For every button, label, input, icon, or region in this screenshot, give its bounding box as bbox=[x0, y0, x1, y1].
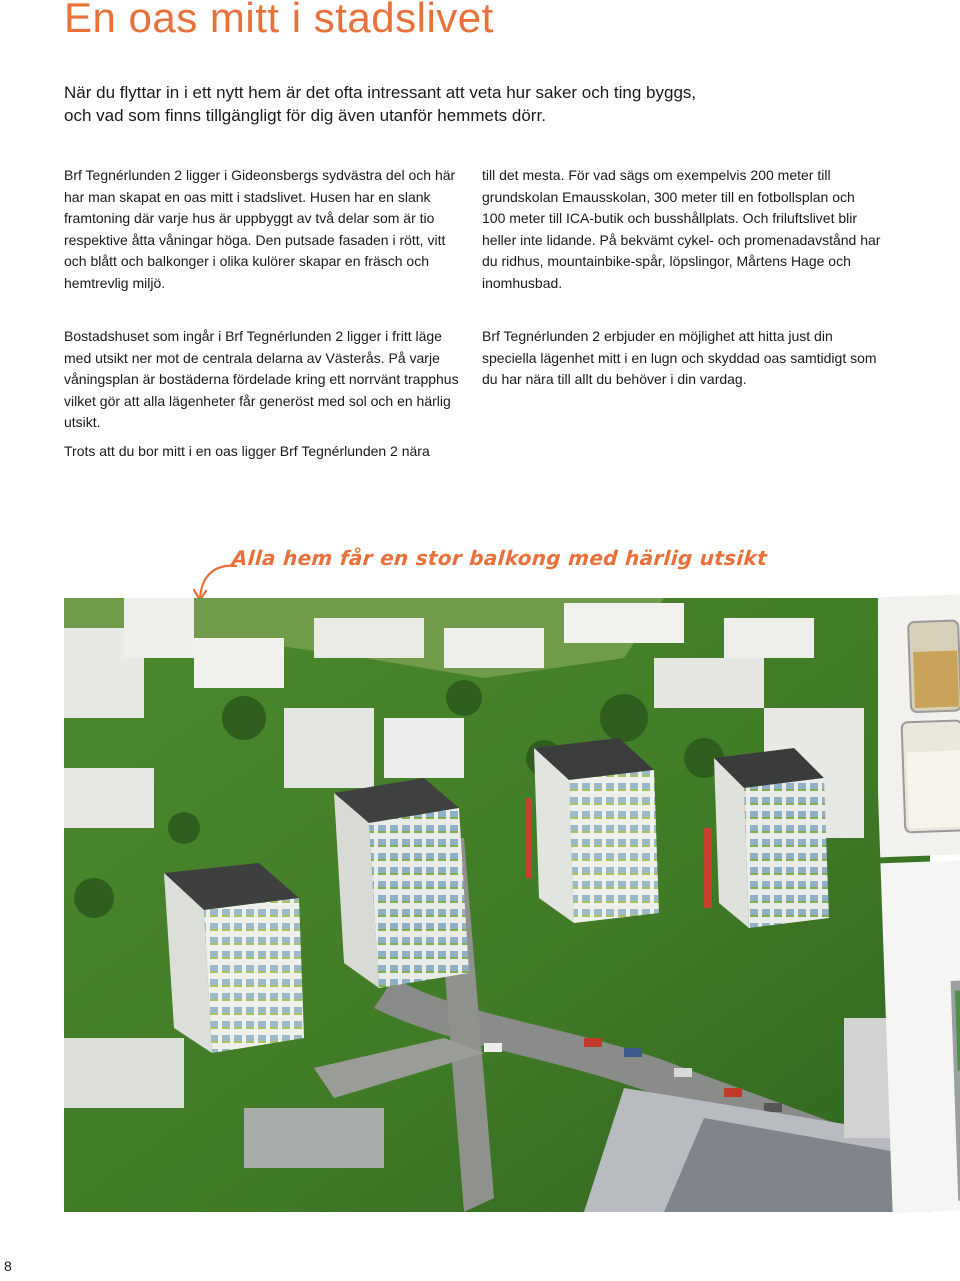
column-2-paragraph: till det mesta. För vad sägs om exempelvis 200 meter till grundskolan Emausskolan, 300 meter till en fotbollsplan och 100 meter till ICA-butik och busshållplats. Och friluftslivet blir heller inte lidande. På bekvämt cykel- och promenadavstånd har du ridhus, mountainbike-spår, löpslingor, Mårtens Hage och inomhusbad. bbox=[482, 167, 881, 291]
page-title: En oas mitt i stadslivet bbox=[64, 0, 494, 41]
intro-paragraph: När du flyttar in i ett nytt hem är det ofta intressant att veta hur saker och ting byggs, och vad som finns tillgängligt för dig även utanför hemmets dörr. bbox=[64, 83, 697, 125]
column-3-paragraph-2: Trots att du bor mitt i en oas ligger Brf Tegnérlunden 2 nära bbox=[64, 442, 430, 459]
text-column-1 bbox=[64, 165, 464, 301]
image-caption: Alla hem får en stor balkong med härlig utsikt bbox=[231, 546, 768, 570]
side-photo-jars-image bbox=[878, 592, 960, 1222]
column-3-paragraph-1: Bostadshuset som ingår i Brf Tegnérlunden 2 ligger i fritt läge med utsikt ner mot de centrala delarna av Västerås. På varje våningsplan är bostäderna fördelade kring ett norrvänt trapphus vilket gör att alla lägenheter får generöst med sol och en härlig utsikt. bbox=[64, 328, 459, 430]
page-number: 8 bbox=[4, 1258, 12, 1274]
column-1-paragraph: Brf Tegnérlunden 2 ligger i Gideonsbergs sydvästra del och här har man skapat en oas mitt i stadslivet. Husen har en slank framtoning där varje hus är uppbyggt av två delar som är tio respektive åtta våningar höga. Den putsade fasaden i rött, vitt och blått och balkonger i olika kulörer skapar en fräsch och hemtrevlig miljö. bbox=[64, 167, 456, 291]
text-column-4 bbox=[482, 326, 882, 398]
aerial-rendering-image bbox=[64, 598, 930, 1212]
text-column-2 bbox=[482, 165, 882, 301]
text-column-3 bbox=[64, 326, 464, 469]
column-4-paragraph: Brf Tegnérlunden 2 erbjuder en möjlighet att hitta just din speciella lägenhet mitt i en lugn och skyddad oas samtidigt som du har nära till allt du behöver i din vardag. bbox=[482, 328, 877, 387]
